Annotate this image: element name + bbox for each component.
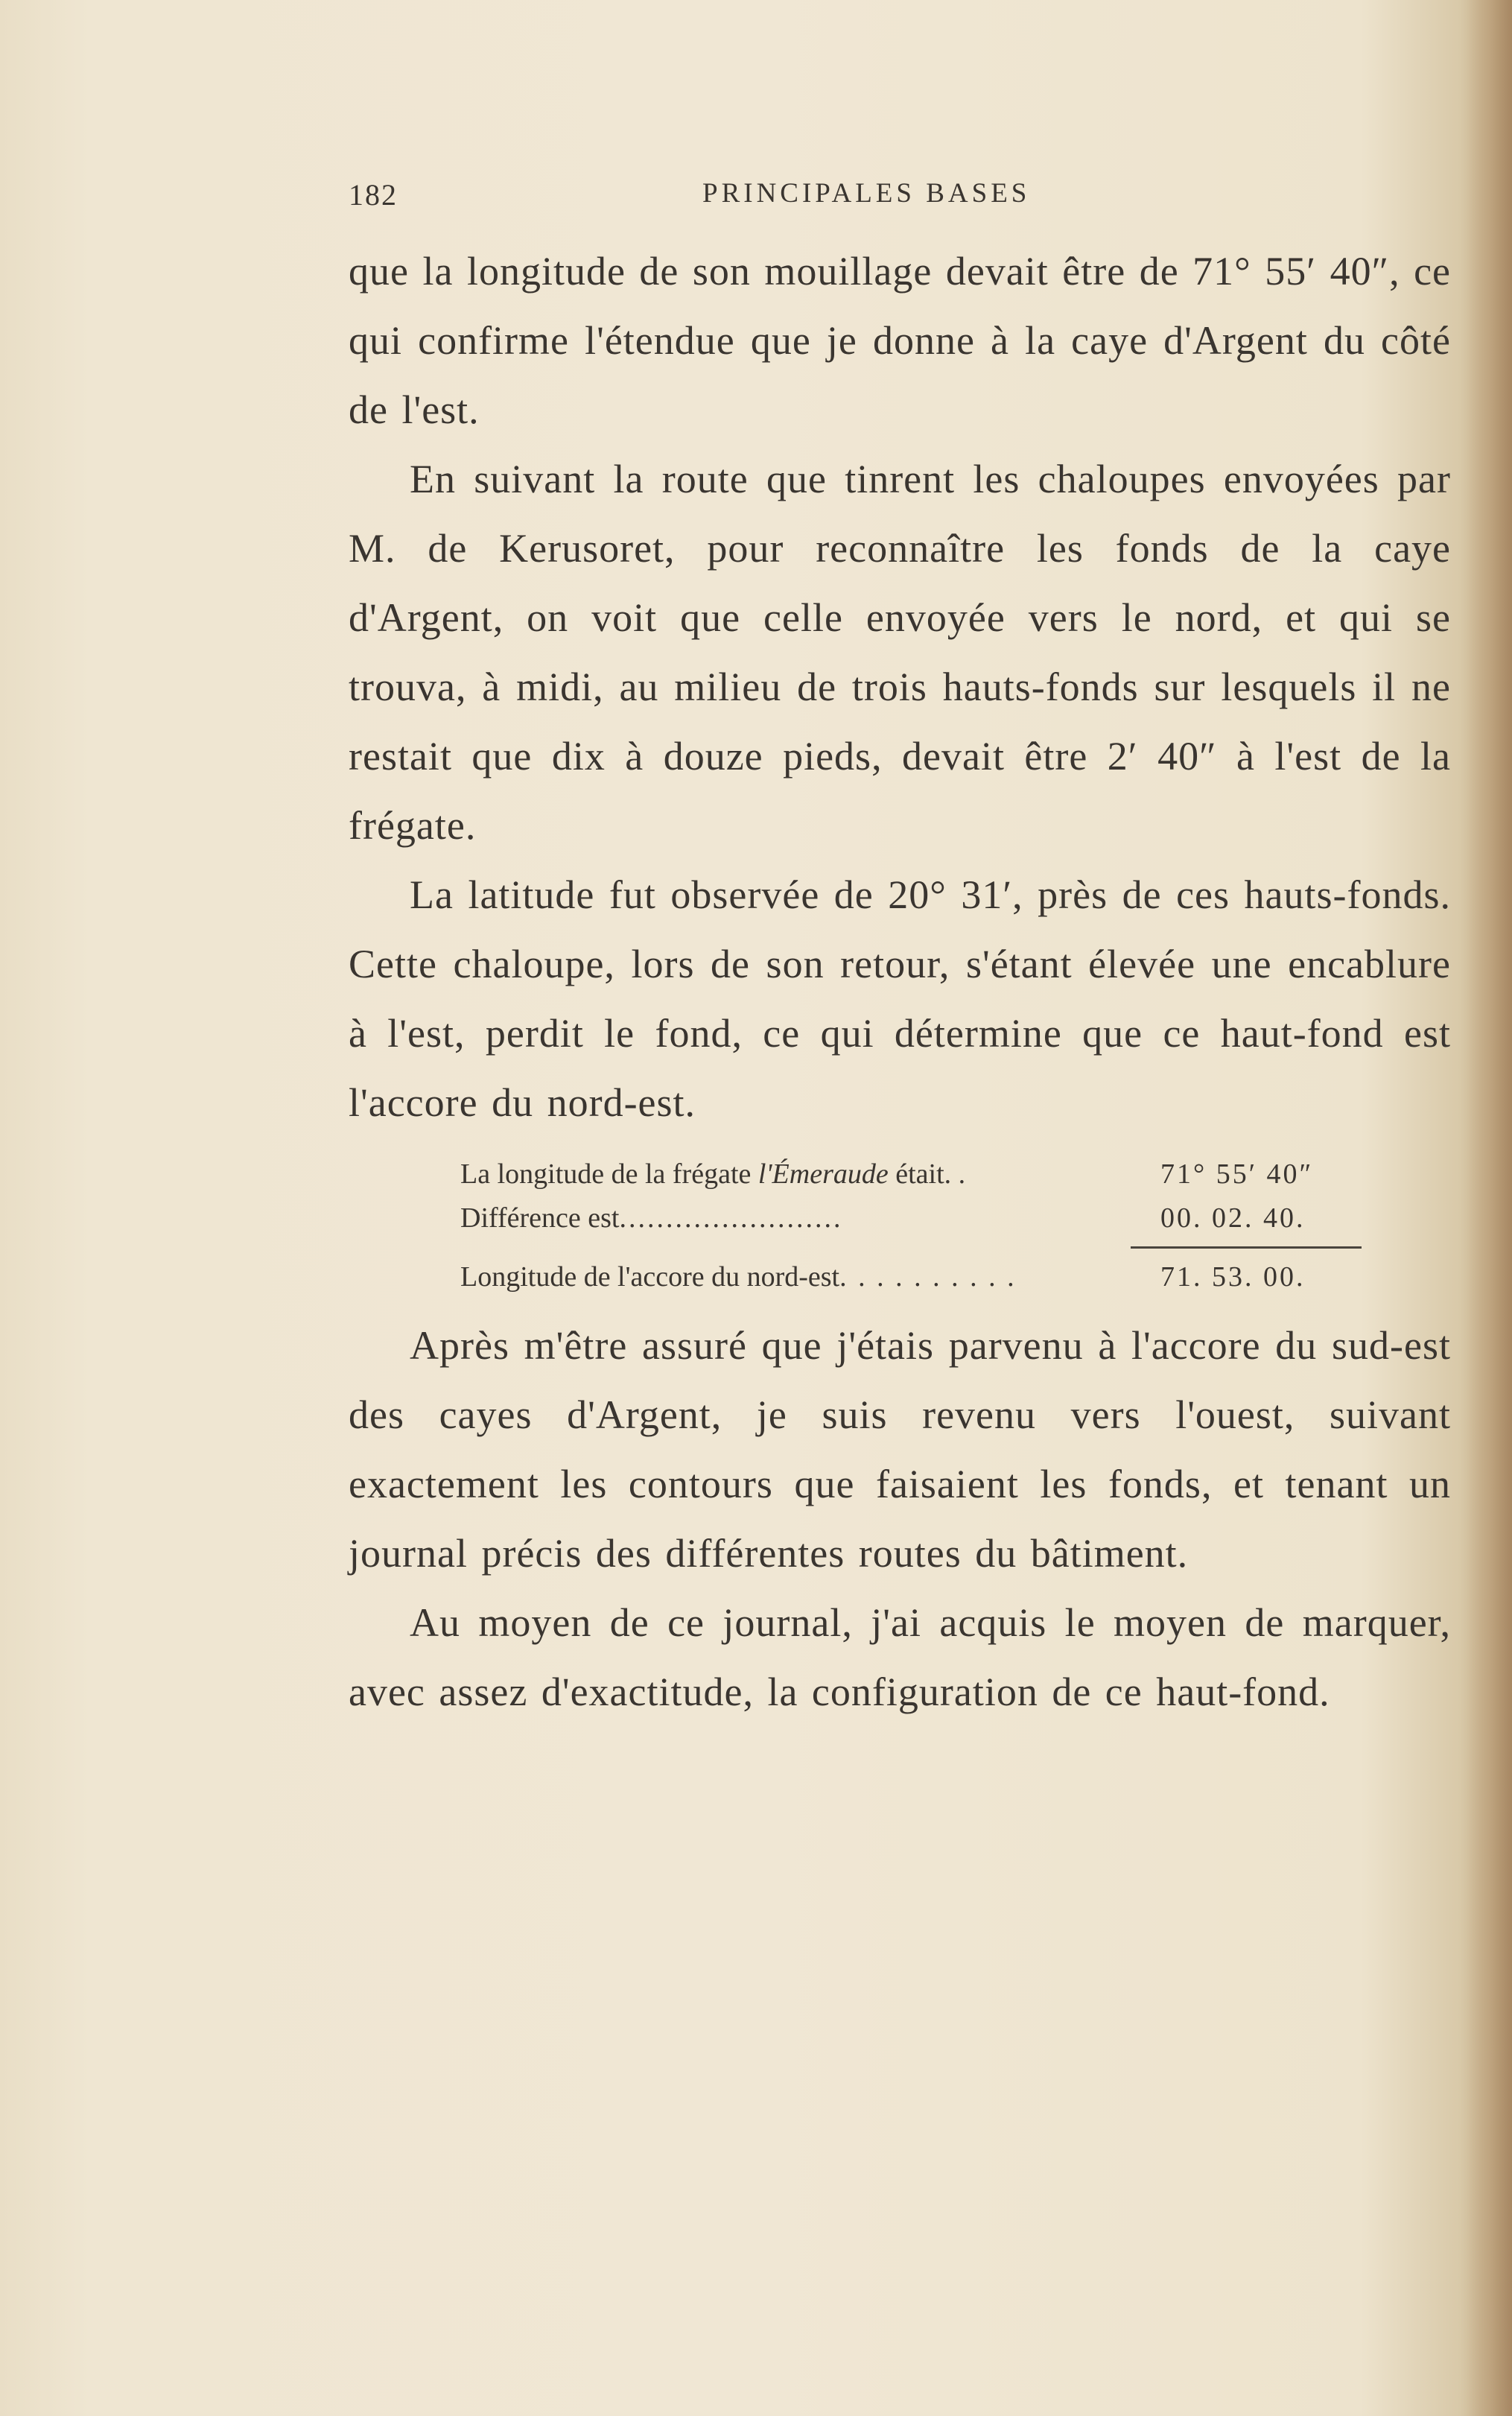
body-text bbox=[349, 237, 1451, 1727]
calculation-label: Différence est........................ bbox=[460, 1202, 843, 1234]
page-edge-shadow bbox=[1460, 0, 1512, 2416]
longitude-calculation bbox=[460, 1152, 1399, 1299]
page-header bbox=[349, 177, 1451, 222]
calculation-row-difference bbox=[460, 1196, 1399, 1240]
paragraph-latitude: La latitude fut observée de 20° 31′, près de ces hauts-fonds. Cette chaloupe, lors de son retour, s'étant élevée une encablure à l'est, perdit le fond, ce qui détermine que ce haut-fond est l'accore du nord-est. bbox=[349, 872, 1451, 1125]
paragraph-continuation: que la longitude de son mouillage devait être de 71° 55′ 40″, ce qui confirme l'étendue que je donne à la caye d'Argent du côté de l'est. bbox=[349, 249, 1452, 432]
paragraph-chaloupes: En suivant la route que tinrent les chaloupes envoyées par M. de Kerusoret, pour reconnaître les fonds de la caye d'Argent, on voit que celle envoyée vers le nord, et qui se trouva, à midi, au milieu de trois hauts-fonds sur lesquels il ne restait que dix à douze pieds, devait être 2′ 40″ à l'est de la frégate. bbox=[349, 457, 1451, 848]
page-number: 182 bbox=[349, 178, 398, 212]
ship-name: l'Émeraude bbox=[757, 1158, 889, 1190]
calculation-row-result bbox=[460, 1255, 1399, 1299]
sum-rule bbox=[460, 1240, 1399, 1255]
calculation-value: 00. 02. 40. bbox=[1160, 1202, 1306, 1234]
paragraph-apres: Après m'être assuré que j'étais parvenu à l'accore du sud-est des cayes d'Argent, je suis revenu vers l'ouest, suivant exactement les contours que faisaient les fonds, et tenant un journal précis des différentes routes du bâtiment. bbox=[349, 1323, 1451, 1576]
paragraph-journal: Au moyen de ce journal, j'ai acquis le moyen de marquer, avec assez d'exactitude, la configuration de ce haut-fond. bbox=[349, 1600, 1451, 1714]
calculation-row-fregate bbox=[460, 1152, 1399, 1196]
leader-dots: ........................ bbox=[619, 1202, 843, 1234]
running-head: PRINCIPALES BASES bbox=[702, 178, 1031, 209]
calculation-label: Longitude de l'accore du nord-est. . . . . . . . . . bbox=[460, 1261, 1017, 1293]
calculation-value: 71° 55′ 40″ bbox=[1160, 1158, 1314, 1190]
calculation-value: 71. 53. 00. bbox=[1160, 1261, 1306, 1293]
leader-dots: . . . . . . . . . . bbox=[839, 1261, 1017, 1293]
calculation-label: La longitude de la frégate l'Émeraude était. . bbox=[460, 1158, 966, 1190]
